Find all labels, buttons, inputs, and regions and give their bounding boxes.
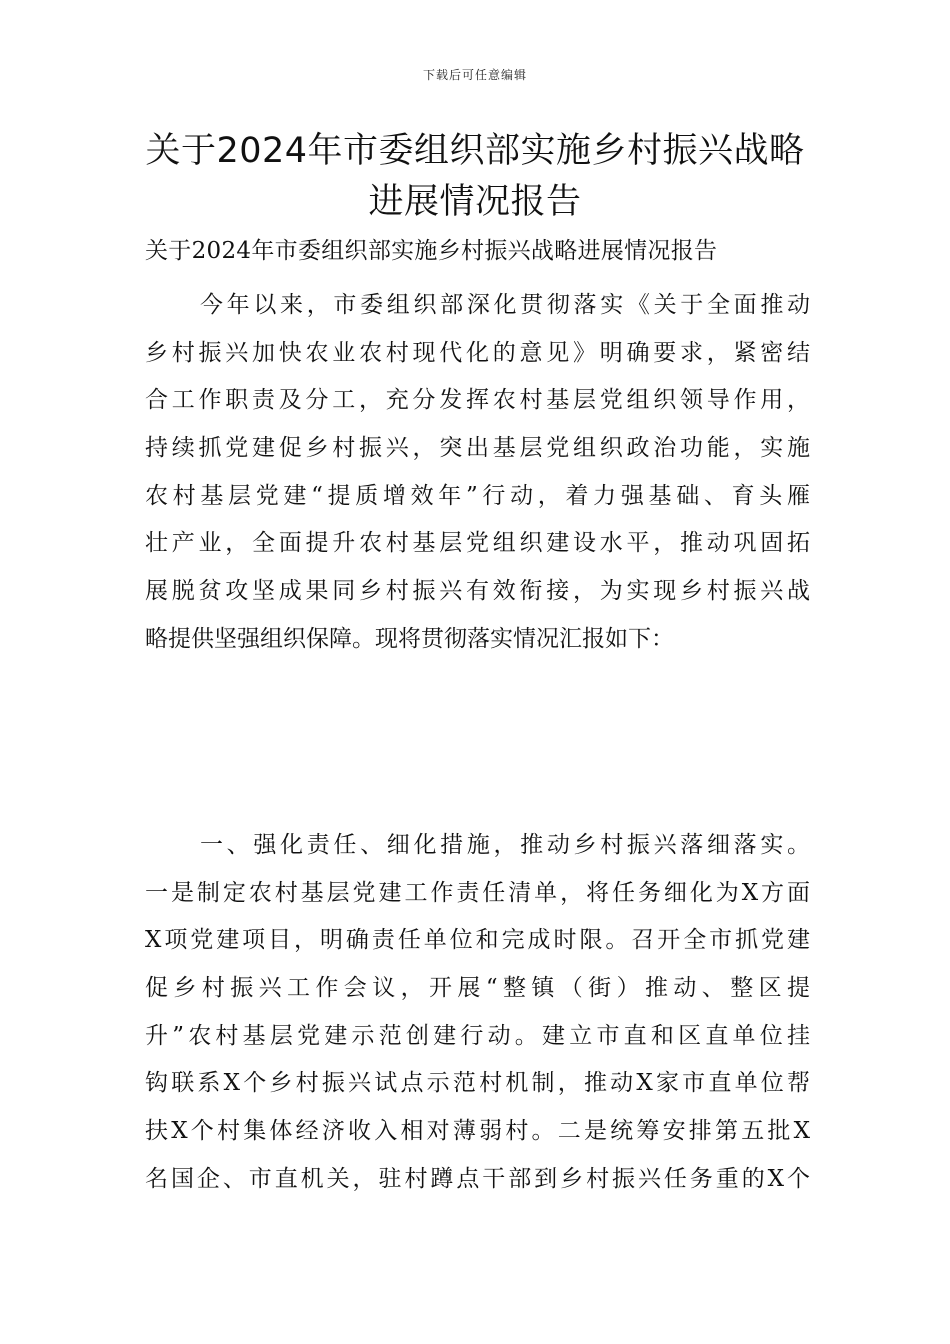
text-line: 扶X个村集体经济收入相对薄弱村。二是统筹安排第五批X	[145, 1118, 810, 1144]
text-line: 合工作职责及分工，充分发挥农村基层党组织领导作用，	[145, 387, 810, 413]
text-line: 促乡村振兴工作会议，开展“整镇（街）推动、整区提	[145, 975, 810, 1001]
section-heading: 一、强化责任、细化措施，推动乡村振兴落细落实。	[200, 832, 810, 858]
text-line: 名国企、市直机关，驻村蹲点干部到乡村振兴任务重的X个	[145, 1166, 810, 1192]
text-line: 壮产业，全面提升农村基层党组织建设水平，推动巩固拓	[145, 530, 810, 556]
text-line: 持续抓党建促乡村振兴，突出基层党组织政治功能，实施	[145, 435, 810, 461]
text-line: 略提供坚强组织保障。现将贯彻落实情况汇报如下：	[145, 626, 674, 652]
text-line: 乡村振兴加快农业农村现代化的意见》明确要求，紧密结	[145, 340, 810, 366]
header-note: 下载后可任意编辑	[422, 68, 527, 82]
text-line: X项党建项目，明确责任单位和完成时限。召开全市抓党建	[145, 927, 810, 953]
text-line: 今年以来，市委组织部深化贯彻落实《关于全面推动	[200, 292, 810, 318]
text-line: 农村基层党建“提质增效年”行动，着力强基础、育头雁	[145, 483, 810, 509]
text-line: 一是制定农村基层党建工作责任清单，将任务细化为X方面	[145, 880, 810, 906]
document-title	[145, 126, 805, 228]
text-line: 升”农村基层党建示范创建行动。建立市直和区直单位挂	[145, 1023, 810, 1049]
title-line-1: 关于2024年市委组织部实施乡村振兴战略	[145, 131, 805, 171]
text-line: 钩联系X个乡村振兴试点示范村机制，推动X家市直单位帮	[145, 1070, 810, 1096]
document-subtitle: 关于2024年市委组织部实施乡村振兴战略进展情况报告	[145, 238, 718, 264]
title-line-2: 进展情况报告	[368, 182, 582, 222]
text-line: 展脱贫攻坚成果同乡村振兴有效衔接，为实现乡村振兴战	[145, 578, 810, 604]
